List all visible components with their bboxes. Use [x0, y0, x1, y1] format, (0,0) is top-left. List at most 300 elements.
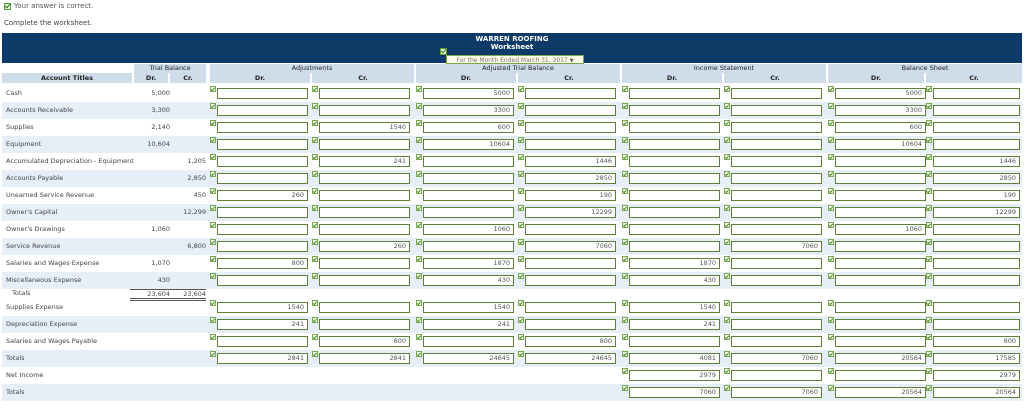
- worksheet-cell: [828, 103, 926, 118]
- amount-input[interactable]: [933, 241, 1020, 252]
- correct-check-icon: [622, 86, 628, 92]
- amount-input[interactable]: [319, 88, 410, 99]
- amount-input[interactable]: 800: [525, 336, 616, 347]
- amount-input[interactable]: 3300: [835, 105, 926, 116]
- amount-input[interactable]: [933, 224, 1020, 235]
- correct-check-icon: [210, 103, 216, 109]
- account-title: Unearned Service Revenue: [6, 191, 95, 199]
- period-select[interactable]: [446, 55, 584, 64]
- amount-input[interactable]: [835, 336, 926, 347]
- amount-input[interactable]: [629, 139, 720, 150]
- amount-input[interactable]: 241: [423, 319, 514, 330]
- amount-input[interactable]: [731, 207, 822, 218]
- amount-input[interactable]: [217, 207, 308, 218]
- worksheet-row: [2, 170, 1022, 187]
- correct-check-icon: [622, 239, 628, 245]
- amount-input[interactable]: 7060: [731, 241, 822, 252]
- correct-check-icon: [312, 205, 318, 211]
- amount-input[interactable]: 12299: [525, 207, 616, 218]
- amount-input[interactable]: [525, 275, 616, 286]
- worksheet-cell: [518, 239, 616, 254]
- worksheet-cell: [828, 317, 926, 332]
- worksheet-cell: [518, 256, 616, 271]
- worksheet-cell: [622, 171, 720, 186]
- amount-input[interactable]: 2841: [319, 353, 410, 364]
- worksheet-cell: [622, 351, 720, 366]
- amount-input[interactable]: 1540: [217, 302, 308, 313]
- correct-check-icon: [518, 188, 524, 194]
- correct-check-icon: [622, 120, 628, 126]
- worksheet-cell: [518, 273, 616, 288]
- worksheet-cell: [210, 239, 308, 254]
- correct-check-icon: [312, 86, 318, 92]
- worksheet-cell: [926, 368, 1020, 383]
- correct-check-icon: [416, 334, 422, 340]
- worksheet-row: [2, 316, 1022, 333]
- worksheet-cell: [926, 239, 1020, 254]
- correct-check-icon: [518, 171, 524, 177]
- worksheet-title: Worksheet: [490, 43, 534, 51]
- correct-check-icon: [210, 86, 216, 92]
- worksheet-cell: [622, 256, 720, 271]
- correct-check-icon: [518, 137, 524, 143]
- worksheet-cell: [312, 154, 410, 169]
- amount-input[interactable]: [835, 190, 926, 201]
- amount-input[interactable]: 24645: [423, 353, 514, 364]
- correct-check-icon: [622, 205, 628, 211]
- amount-input[interactable]: 1446: [525, 156, 616, 167]
- worksheet-cell: [210, 86, 308, 101]
- correct-check-icon: [724, 154, 730, 160]
- worksheet-row: [2, 333, 1022, 350]
- amount-input[interactable]: 1060: [423, 224, 514, 235]
- correct-check-icon: [926, 239, 932, 245]
- worksheet-cell: [518, 300, 616, 315]
- amount-input[interactable]: 7060: [731, 387, 822, 398]
- correct-check-icon: [210, 205, 216, 211]
- amount-input[interactable]: 5000: [423, 88, 514, 99]
- amount-input[interactable]: 20564: [933, 387, 1020, 398]
- correct-check-icon: [416, 273, 422, 279]
- worksheet-cell: [926, 334, 1020, 349]
- amount-input[interactable]: 2850: [933, 173, 1020, 184]
- correct-check-icon: [622, 103, 628, 109]
- period-check-icon: [440, 48, 447, 55]
- correct-check-icon: [622, 188, 628, 194]
- correct-check-icon: [518, 273, 524, 279]
- amount-input[interactable]: [933, 139, 1020, 150]
- amount-input[interactable]: 20564: [835, 353, 926, 364]
- amount-input[interactable]: [217, 275, 308, 286]
- worksheet-cell: [416, 171, 514, 186]
- correct-check-icon: [416, 120, 422, 126]
- amount-input[interactable]: 1540: [423, 302, 514, 313]
- correct-check-icon: [724, 273, 730, 279]
- amount-input[interactable]: [217, 156, 308, 167]
- worksheet-cell: [210, 273, 308, 288]
- amount-input[interactable]: [933, 122, 1020, 133]
- amount-input[interactable]: 24645: [525, 353, 616, 364]
- amount-input[interactable]: [629, 88, 720, 99]
- worksheet-cell: [312, 317, 410, 332]
- worksheet-cell: [518, 334, 616, 349]
- worksheet-cell: [724, 205, 822, 220]
- amount-input[interactable]: [629, 336, 720, 347]
- correct-check-icon: [622, 351, 628, 357]
- correct-check-icon: [312, 188, 318, 194]
- amount-input[interactable]: [525, 105, 616, 116]
- amount-input[interactable]: [731, 139, 822, 150]
- amount-input[interactable]: [319, 207, 410, 218]
- worksheet-row: [2, 350, 1022, 367]
- account-title: Owner's Drawings: [6, 225, 65, 233]
- correct-check-icon: [724, 86, 730, 92]
- amount-input[interactable]: [319, 275, 410, 286]
- amount-input[interactable]: [319, 319, 410, 330]
- worksheet-row: [2, 102, 1022, 119]
- header-bs-dr: Dr.: [828, 73, 924, 83]
- amount-input[interactable]: 241: [217, 319, 308, 330]
- worksheet-cell: [210, 171, 308, 186]
- amount-input[interactable]: 7060: [629, 387, 720, 398]
- worksheet-cell: [312, 351, 410, 366]
- account-title: Net Income: [6, 371, 44, 379]
- amount-input[interactable]: [731, 173, 822, 184]
- worksheet-cell: [312, 86, 410, 101]
- worksheet-cell: [828, 222, 926, 237]
- worksheet-cell: [828, 137, 926, 152]
- instructions: Complete the worksheet.: [4, 19, 93, 27]
- amount-input[interactable]: [423, 336, 514, 347]
- amount-input[interactable]: [731, 370, 822, 381]
- amount-input[interactable]: [217, 88, 308, 99]
- amount-input[interactable]: [731, 224, 822, 235]
- account-title: Accounts Receivable: [6, 106, 74, 114]
- amount-input[interactable]: [629, 122, 720, 133]
- amount-input[interactable]: 430: [629, 275, 720, 286]
- amount-input[interactable]: [835, 258, 926, 269]
- correct-check-icon: [518, 300, 524, 306]
- amount-input[interactable]: 190: [933, 190, 1020, 201]
- amount-input[interactable]: [319, 173, 410, 184]
- correct-check-icon: [622, 300, 628, 306]
- correct-check-icon: [210, 273, 216, 279]
- amount-input[interactable]: 20564: [835, 387, 926, 398]
- group-adjustments: Adjustments: [210, 64, 414, 73]
- amount-input[interactable]: [217, 241, 308, 252]
- amount-input[interactable]: 241: [629, 319, 720, 330]
- amount-input[interactable]: [525, 224, 616, 235]
- correct-check-icon: [312, 256, 318, 262]
- worksheet-cell: [926, 154, 1020, 169]
- amount-input[interactable]: [731, 336, 822, 347]
- correct-check-icon: [724, 385, 730, 391]
- account-title: Accumulated Depreciation - Equipment: [6, 157, 134, 165]
- correct-check-icon: [926, 222, 932, 228]
- amount-input[interactable]: [933, 258, 1020, 269]
- amount-input[interactable]: [217, 105, 308, 116]
- tb-debit-value: 1,060: [151, 225, 170, 233]
- amount-input[interactable]: 1540: [319, 122, 410, 133]
- tb-credit-value: 1,205: [187, 157, 206, 165]
- worksheet-cell: [622, 222, 720, 237]
- amount-input[interactable]: 12299: [933, 207, 1020, 218]
- amount-input[interactable]: [423, 207, 514, 218]
- correct-check-icon: [828, 351, 834, 357]
- group-balance-sheet: Balance Sheet: [828, 64, 1022, 73]
- amount-input[interactable]: 1060: [835, 224, 926, 235]
- amount-input[interactable]: [525, 88, 616, 99]
- amount-input[interactable]: [319, 105, 410, 116]
- correct-check-icon: [828, 239, 834, 245]
- worksheet-cell: [926, 222, 1020, 237]
- amount-input[interactable]: [731, 122, 822, 133]
- amount-input[interactable]: 241: [319, 156, 410, 167]
- amount-input[interactable]: [731, 319, 822, 330]
- worksheet-row: [2, 384, 1022, 401]
- header-atb-dr: Dr.: [416, 73, 516, 83]
- amount-input[interactable]: 2841: [217, 353, 308, 364]
- amount-input[interactable]: [731, 190, 822, 201]
- amount-input[interactable]: [835, 302, 926, 313]
- correct-check-icon: [416, 239, 422, 245]
- amount-input[interactable]: [525, 302, 616, 313]
- amount-input[interactable]: [629, 207, 720, 218]
- amount-input[interactable]: [525, 122, 616, 133]
- tb-credit-value: 12,299: [183, 208, 206, 216]
- amount-input[interactable]: 1540: [629, 302, 720, 313]
- amount-input[interactable]: [217, 122, 308, 133]
- worksheet-cell: [518, 205, 616, 220]
- correct-check-icon: [724, 103, 730, 109]
- amount-input[interactable]: 4081: [629, 353, 720, 364]
- amount-input[interactable]: [835, 156, 926, 167]
- worksheet-row: [2, 85, 1022, 102]
- amount-input[interactable]: [835, 275, 926, 286]
- worksheet-cell: [210, 188, 308, 203]
- amount-input[interactable]: [731, 275, 822, 286]
- amount-input[interactable]: 600: [423, 122, 514, 133]
- worksheet-cell: [416, 222, 514, 237]
- worksheet-cell: [416, 334, 514, 349]
- amount-input[interactable]: [319, 190, 410, 201]
- correct-check-icon: [312, 137, 318, 143]
- account-title: Totals: [6, 354, 25, 362]
- amount-input[interactable]: 17585: [933, 353, 1020, 364]
- worksheet-cell: [724, 300, 822, 315]
- worksheet-cell: [312, 120, 410, 135]
- worksheet-cell: [312, 171, 410, 186]
- correct-check-icon: [622, 273, 628, 279]
- amount-input[interactable]: 430: [423, 275, 514, 286]
- amount-input[interactable]: 10604: [423, 139, 514, 150]
- correct-check-icon: [622, 154, 628, 160]
- amount-input[interactable]: [217, 139, 308, 150]
- worksheet-cell: [724, 103, 822, 118]
- amount-input[interactable]: [731, 258, 822, 269]
- amount-input[interactable]: 260: [217, 190, 308, 201]
- worksheet-cell: [828, 171, 926, 186]
- amount-input[interactable]: [835, 319, 926, 330]
- account-title: Equipment: [6, 140, 42, 148]
- amount-input[interactable]: 190: [525, 190, 616, 201]
- worksheet-cell: [622, 300, 720, 315]
- worksheet-cell: [828, 86, 926, 101]
- account-title: Cash: [6, 89, 23, 97]
- amount-input[interactable]: 7060: [525, 241, 616, 252]
- correct-check-icon: [210, 154, 216, 160]
- correct-check-icon: [724, 317, 730, 323]
- tb-debit-value: 1,070: [151, 259, 170, 267]
- correct-check-icon: [622, 368, 628, 374]
- amount-input[interactable]: [731, 88, 822, 99]
- amount-input[interactable]: [629, 190, 720, 201]
- worksheet-cell: [416, 137, 514, 152]
- amount-input[interactable]: 7060: [731, 353, 822, 364]
- amount-input[interactable]: 2850: [525, 173, 616, 184]
- correct-check-icon: [210, 317, 216, 323]
- worksheet-cell: [416, 86, 514, 101]
- worksheet-cell: [518, 120, 616, 135]
- correct-check-icon: [724, 351, 730, 357]
- amount-input[interactable]: [933, 88, 1020, 99]
- amount-input[interactable]: [217, 224, 308, 235]
- amount-input[interactable]: [731, 302, 822, 313]
- correct-check-icon: [724, 137, 730, 143]
- amount-input[interactable]: 800: [933, 336, 1020, 347]
- worksheet-cell: [210, 300, 308, 315]
- amount-input[interactable]: [525, 258, 616, 269]
- amount-input[interactable]: [319, 224, 410, 235]
- correct-check-icon: [926, 385, 932, 391]
- amount-input[interactable]: 3300: [423, 105, 514, 116]
- amount-input[interactable]: [933, 319, 1020, 330]
- worksheet-cell: [622, 154, 720, 169]
- amount-input[interactable]: 5000: [835, 88, 926, 99]
- worksheet-cell: [724, 86, 822, 101]
- amount-input[interactable]: 2979: [933, 370, 1020, 381]
- tb-debit-value: 3,300: [151, 106, 170, 114]
- correct-check-icon: [518, 222, 524, 228]
- amount-input[interactable]: [423, 190, 514, 201]
- correct-check-icon: [210, 300, 216, 306]
- correct-check-icon: [312, 273, 318, 279]
- worksheet-row: [2, 187, 1022, 204]
- amount-input[interactable]: 260: [319, 241, 410, 252]
- correct-check-icon: [828, 171, 834, 177]
- amount-input[interactable]: 1446: [933, 156, 1020, 167]
- amount-input[interactable]: [933, 302, 1020, 313]
- correct-check-icon: [724, 120, 730, 126]
- header-adj-cr: Cr.: [312, 73, 414, 83]
- correct-check-icon: [926, 256, 932, 262]
- amount-input[interactable]: [525, 139, 616, 150]
- worksheet-cell: [312, 137, 410, 152]
- worksheet-cell: [724, 188, 822, 203]
- worksheet-cell: [724, 334, 822, 349]
- amount-input[interactable]: 600: [835, 122, 926, 133]
- correct-check-icon: [416, 154, 422, 160]
- amount-input[interactable]: [629, 156, 720, 167]
- amount-input[interactable]: [319, 258, 410, 269]
- worksheet-row: [2, 255, 1022, 272]
- amount-input[interactable]: [319, 139, 410, 150]
- correct-check-icon: [210, 334, 216, 340]
- amount-input[interactable]: 1870: [629, 258, 720, 269]
- worksheet-cell: [518, 103, 616, 118]
- correct-check-icon: [828, 385, 834, 391]
- tb-totals-label: Totals: [12, 289, 31, 297]
- amount-input[interactable]: [933, 105, 1020, 116]
- amount-input[interactable]: 2979: [629, 370, 720, 381]
- amount-input[interactable]: [423, 156, 514, 167]
- correct-check-icon: [416, 205, 422, 211]
- amount-input[interactable]: [525, 319, 616, 330]
- amount-input[interactable]: 800: [217, 258, 308, 269]
- worksheet-cell: [926, 188, 1020, 203]
- amount-input[interactable]: [835, 370, 926, 381]
- group-adjusted-tb: Adjusted Trial Balance: [416, 64, 620, 73]
- worksheet-cell: [210, 334, 308, 349]
- worksheet-cell: [828, 385, 926, 400]
- amount-input[interactable]: [731, 156, 822, 167]
- amount-input[interactable]: [731, 105, 822, 116]
- correct-check-icon: [312, 171, 318, 177]
- amount-input[interactable]: [629, 173, 720, 184]
- worksheet-cell: [210, 222, 308, 237]
- amount-input[interactable]: [835, 241, 926, 252]
- worksheet-row: [2, 299, 1022, 316]
- correct-check-icon: [312, 239, 318, 245]
- amount-input[interactable]: [423, 173, 514, 184]
- worksheet-cell: [416, 256, 514, 271]
- header-adj-dr: Dr.: [210, 73, 310, 83]
- amount-input[interactable]: [835, 173, 926, 184]
- correct-check-icon: [828, 256, 834, 262]
- amount-input[interactable]: 1870: [423, 258, 514, 269]
- correct-check-icon: [828, 300, 834, 306]
- amount-input[interactable]: [629, 241, 720, 252]
- amount-input[interactable]: [217, 336, 308, 347]
- correct-check-icon: [926, 188, 932, 194]
- worksheet-cell: [518, 86, 616, 101]
- worksheet-cell: [926, 205, 1020, 220]
- worksheet-cell: [622, 334, 720, 349]
- feedback-text: Your answer is correct.: [14, 2, 94, 10]
- correct-check-icon: [926, 137, 932, 143]
- worksheet-cell: [312, 205, 410, 220]
- correct-check-icon: [828, 188, 834, 194]
- amount-input[interactable]: [629, 105, 720, 116]
- correct-check-icon: [518, 103, 524, 109]
- worksheet-cell: [926, 120, 1020, 135]
- amount-input[interactable]: [217, 173, 308, 184]
- correct-check-icon: [828, 368, 834, 374]
- amount-input[interactable]: 800: [319, 336, 410, 347]
- amount-input[interactable]: [933, 275, 1020, 286]
- correct-check-icon: [518, 154, 524, 160]
- correct-check-icon: [518, 239, 524, 245]
- worksheet-cell: [312, 188, 410, 203]
- correct-check-icon: [926, 334, 932, 340]
- worksheet-cell: [926, 137, 1020, 152]
- amount-input[interactable]: [629, 224, 720, 235]
- correct-check-icon: [828, 273, 834, 279]
- amount-input[interactable]: [319, 302, 410, 313]
- amount-input[interactable]: [423, 241, 514, 252]
- amount-input[interactable]: 10604: [835, 139, 926, 150]
- amount-input[interactable]: [835, 207, 926, 218]
